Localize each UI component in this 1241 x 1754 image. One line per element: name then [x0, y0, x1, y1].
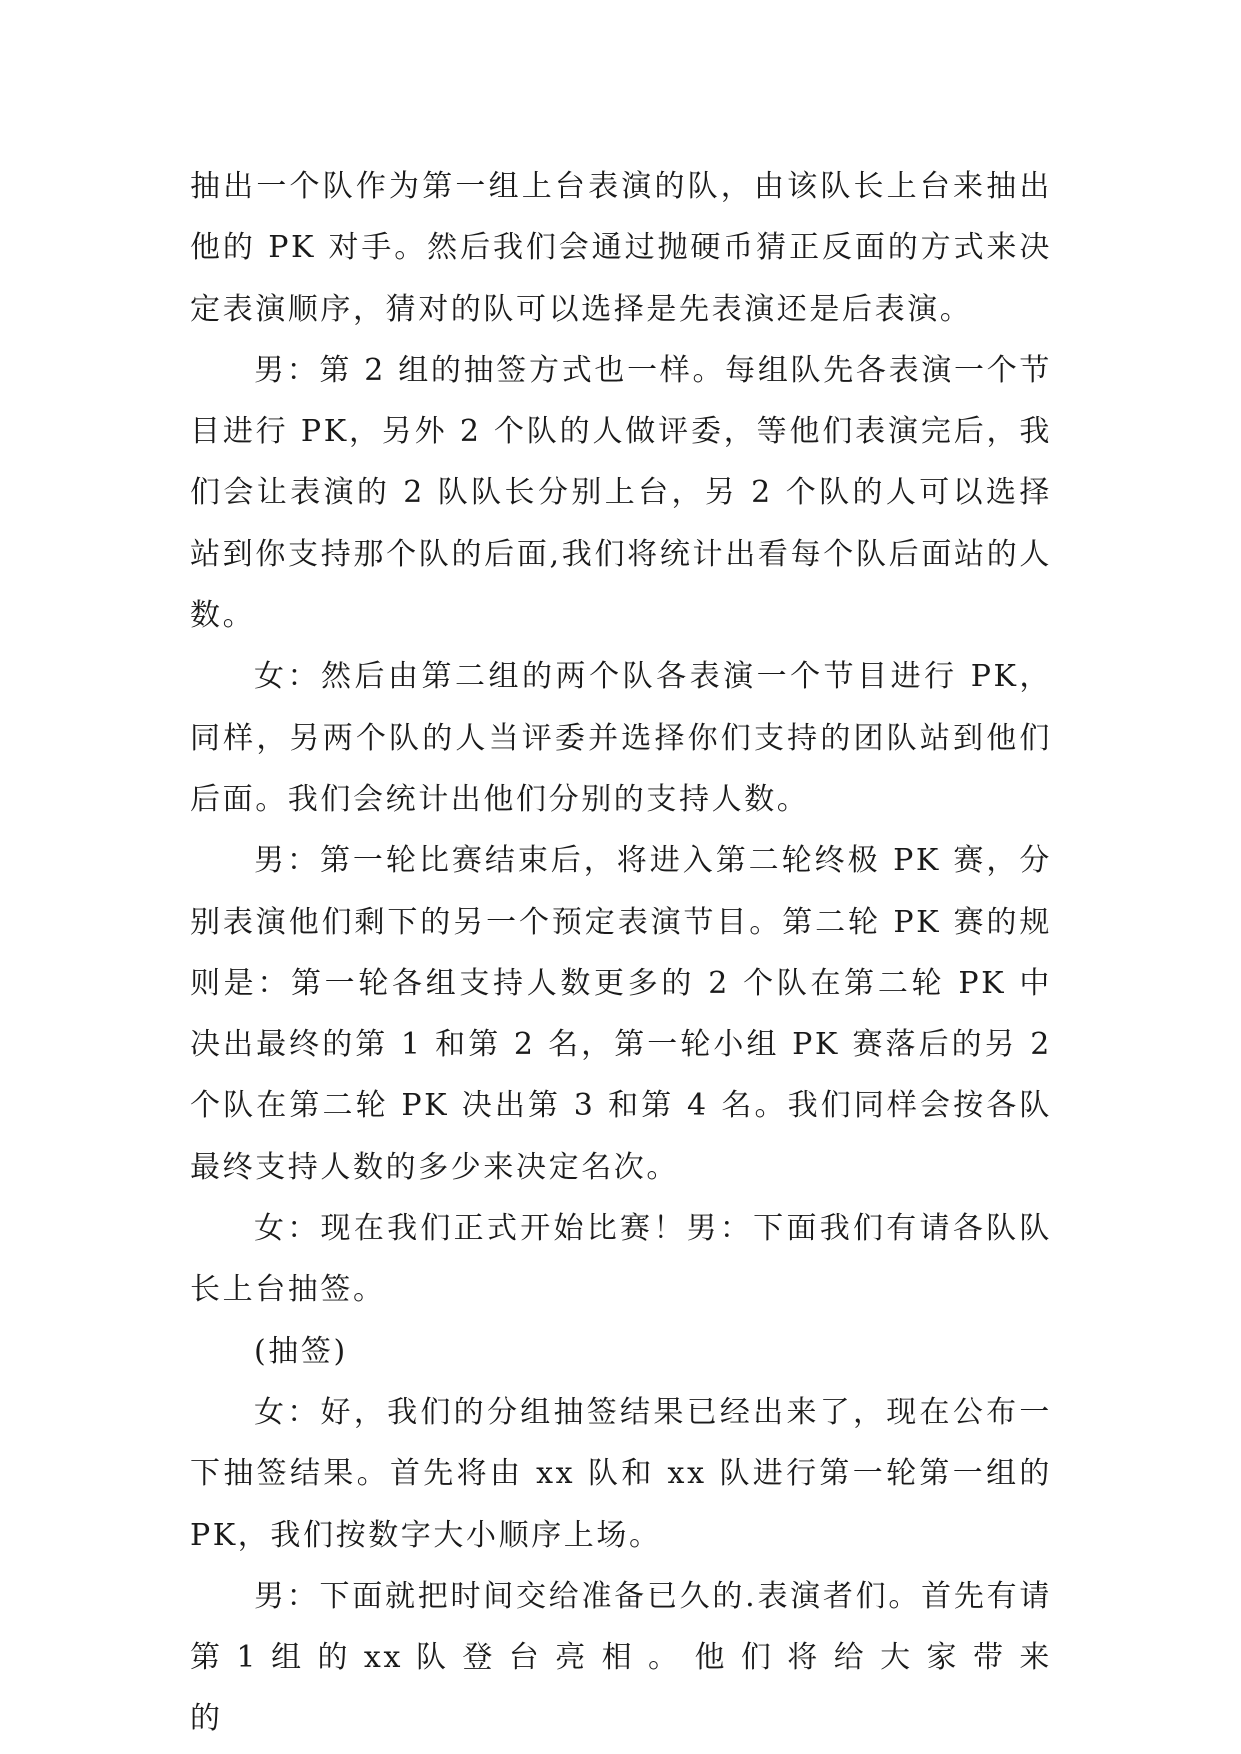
- document-body: [190, 156, 1052, 1750]
- paragraph: 男：下面就把时间交给准备已久的.表演者们。首先有请 第 1 组 的 xx 队 登 台 亮 相 。 他 们 将 给 大 家 带 来 的: [190, 1578, 1052, 1737]
- paragraph: 女：好，我们的分组抽签结果已经出来了，现在公布一下抽签结果。首先将由 xx 队和 xx 队进行第一轮第一组的 PK，我们按数字大小顺序上场。: [190, 1394, 1052, 1553]
- paragraph: 女：现在我们正式开始比赛！男：下面我们有请各队队长上台抽签。: [190, 1211, 1052, 1308]
- paragraph: (抽签): [254, 1333, 348, 1369]
- paragraph: 抽出一个队作为第一组上台表演的队，由该队长上台来抽出他的 PK 对手。然后我们会通过抛硬币猜正反面的方式来决定表演顺序，猜对的队可以选择是先表演还是后表演。: [190, 169, 1052, 327]
- paragraph: 男：第 2 组的抽签方式也一样。每组队先各表演一个节目进行 PK，另外 2 个队的人做评委，等他们表演完后，我们会让表演的 2 队队长分别上台，另 2 个队的人可以选择站到你支持那个队的后面,我们将统计出看每个队后面站的人数。: [190, 352, 1052, 634]
- paragraph: 女：然后由第二组的两个队各表演一个节目进行 PK，同样，另两个队的人当评委并选择你们支持的团队站到他们后面。我们会统计出他们分别的支持人数。: [190, 659, 1052, 817]
- paragraph: 男：第一轮比赛结束后，将进入第二轮终极 PK 赛，分别表演他们剩下的另一个预定表演节目。第二轮 PK 赛的规则是：第一轮各组支持人数更多的 2 个队在第二轮 PK 中决出最终的第 1 和第 2 名，第一轮小组 PK 赛落后的另 2 个队在第二轮 PK 决出第 3 和第 4 名。我们同样会按各队最终支持人数的多少来决定名次。: [190, 843, 1052, 1185]
